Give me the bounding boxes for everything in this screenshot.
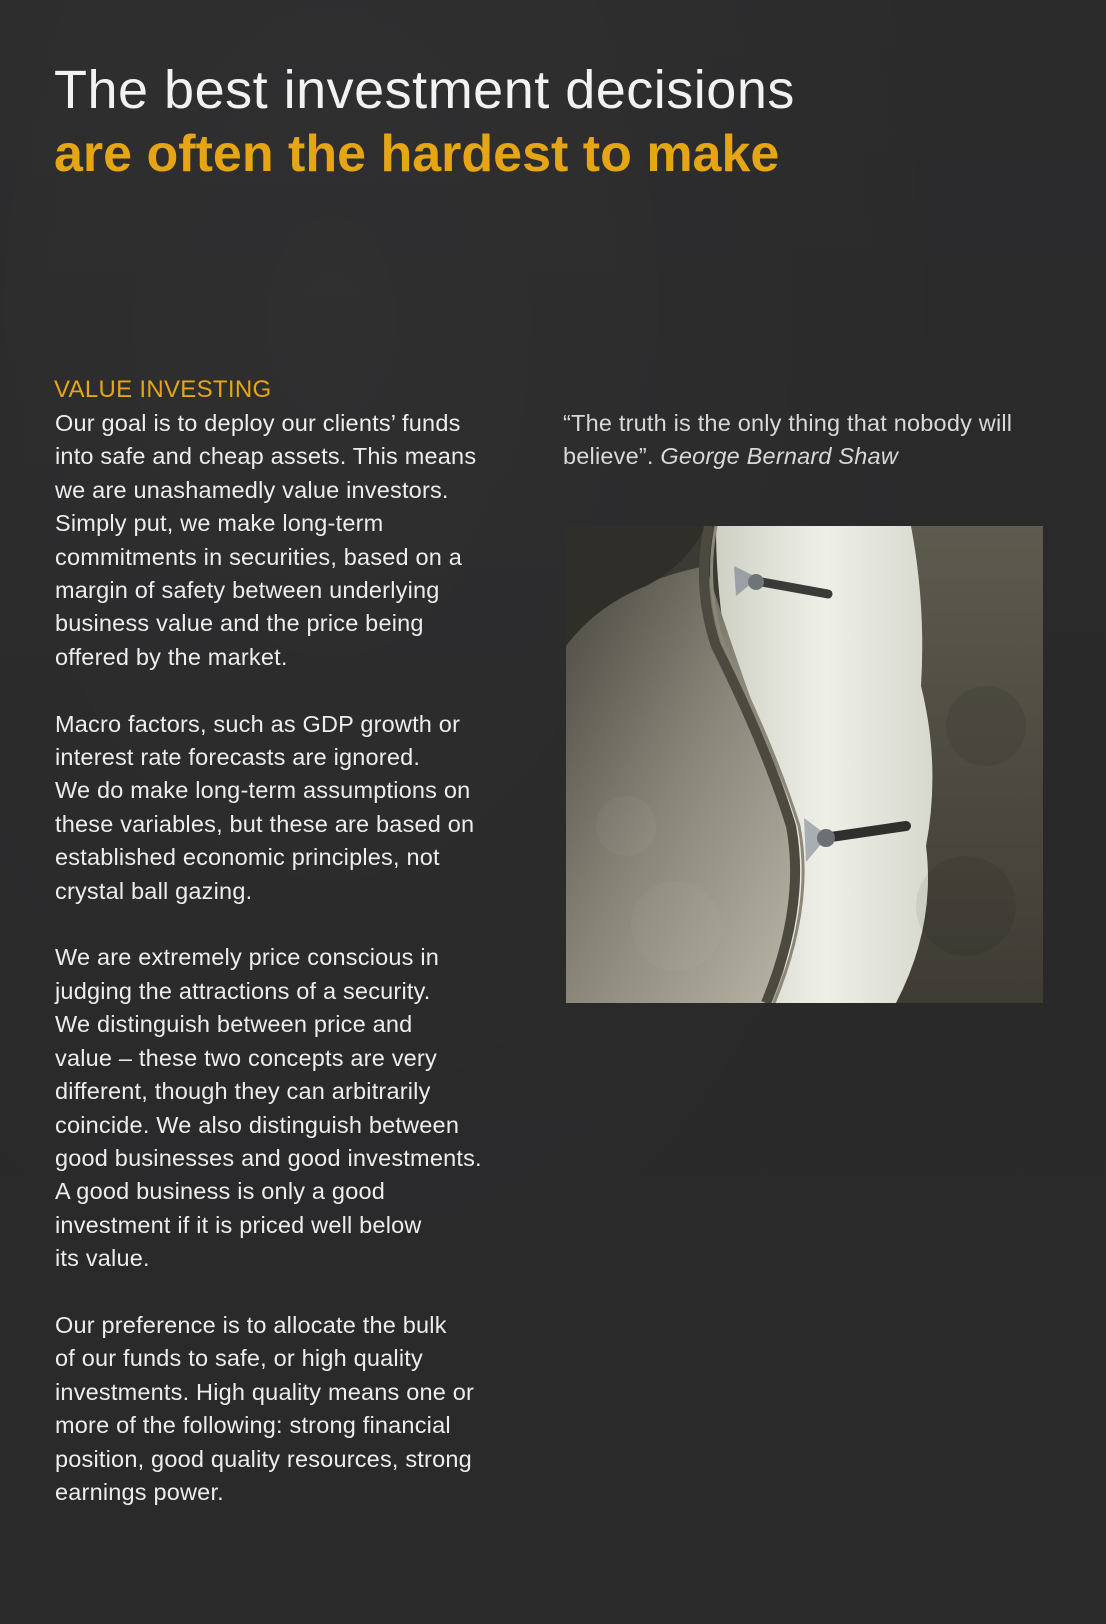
quote-text: “The truth is the only thing that nobody will believe”. <box>563 410 1013 470</box>
headline-line-2: are often the hardest to make <box>54 125 780 183</box>
body-column <box>55 407 555 1543</box>
photo-illustration <box>566 526 1043 1003</box>
headline-line-1: The best investment decisions <box>54 60 795 120</box>
paragraph-4: Our preference is to allocate the bulk of our funds to safe, or high quality investments. High quality means one or more of the following: strong financial position, good quality resources, strong earnings power. <box>55 1311 475 1505</box>
quote-author: George Bernard Shaw <box>660 443 898 470</box>
headline <box>54 58 1054 186</box>
paragraph-1: Our goal is to deploy our clients’ funds into safe and cheap assets. This means we are unashamedly value investors. Simply put, we make long-term commitments in securities, based on a margin of safety between underlying business value and the price being offered by the market. <box>55 410 477 670</box>
paragraph-3: We are extremely price conscious in judging the attractions of a security. We distinguish between price and value – these two concepts are very different, though they can arbitrarily coincide. We also distinguish between good businesses and good investments. A good business is only a good investment if it is priced well below its value. <box>55 944 482 1272</box>
paragraph-2: Macro factors, such as GDP growth or interest rate forecasts are ignored. We do make long-term assumptions on these variables, but these are based on established economic principles, not crystal ball gazing. <box>55 710 475 904</box>
pull-quote <box>563 407 1063 474</box>
rock-wall-bolts-photo <box>566 526 1043 1003</box>
section-heading: VALUE INVESTING <box>54 376 272 403</box>
